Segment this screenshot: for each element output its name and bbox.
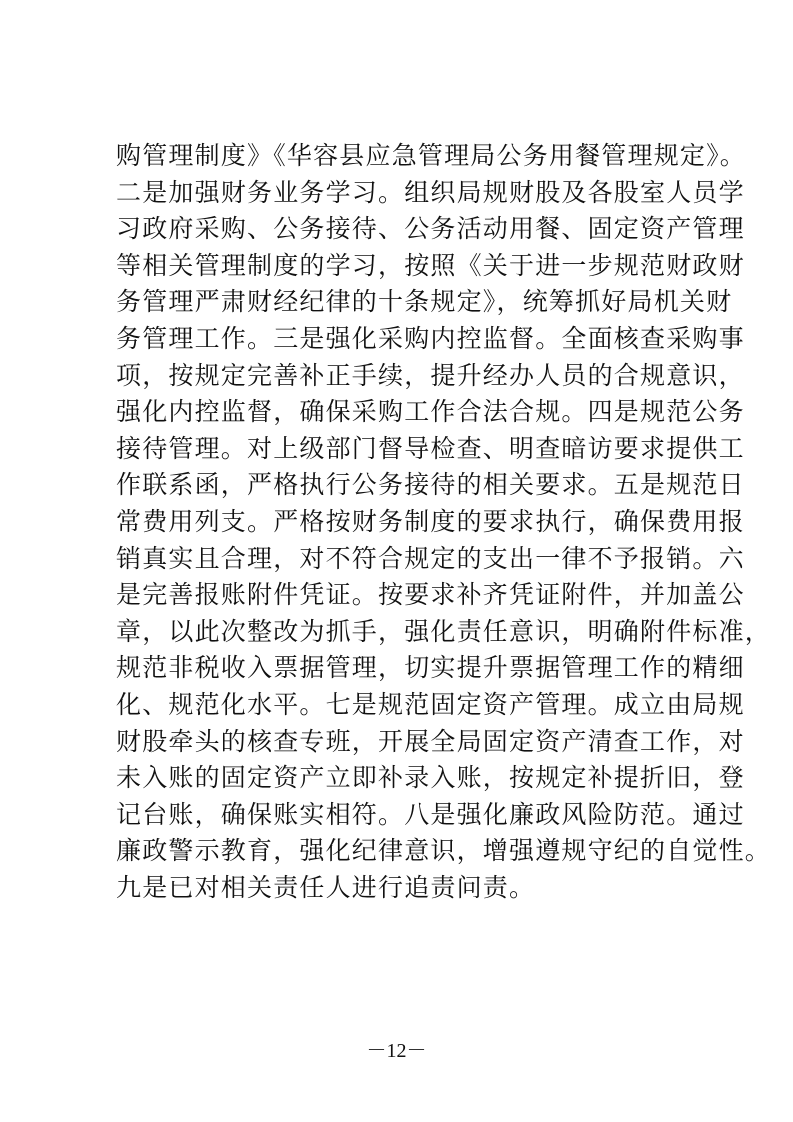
text-line: 二是加强财务业务学习。组织局规财股及各股室人员学 <box>116 177 745 207</box>
text-line: 作联系函，严格执行公务接待的相关要求。五是规范日 <box>116 470 745 500</box>
text-line: 购管理制度》《华容县应急管理局公务用餐管理规定》。 <box>116 141 747 170</box>
text-line: 销真实且合理，对不符合规定的支出一律不予报销。六 <box>116 543 745 573</box>
text-line: 等相关管理制度的学习，按照《关于进一步规范财政财 <box>116 250 745 280</box>
text-line: 规范非税收入票据管理，切实提升票据管理工作的精细 <box>116 653 745 683</box>
text-line: 化、规范化水平。七是规范固定资产管理。成立由局规 <box>116 689 745 719</box>
text-line: 项，按规定完善补正手续，提升经办人员的合规意识， <box>116 360 745 390</box>
text-line: 廉政警示教育，强化纪律意识，增强遵规守纪的自觉性。 <box>116 836 772 866</box>
text-line: 未入账的固定资产立即补录入账，按规定补提折旧，登 <box>116 763 745 793</box>
text-line: 财股牵头的核查专班，开展全局固定资产清查工作，对 <box>116 726 745 756</box>
page-number: －12－ <box>366 1040 427 1062</box>
text-line: 强化内控监督，确保采购工作合法合规。四是规范公务 <box>116 397 745 427</box>
text-line: 章，以此次整改为抓手，强化责任意识，明确附件标准， <box>116 616 772 646</box>
text-line: 记台账，确保账实相符。八是强化廉政风险防范。通过 <box>116 799 745 829</box>
text-line: 接待管理。对上级部门督导检查、明查暗访要求提供工 <box>116 433 745 463</box>
text-line: 常费用列支。严格按财务制度的要求执行，确保费用报 <box>116 506 745 536</box>
text-line: 务管理严肃财经纪律的十条规定》，统筹抓好局机关财 <box>116 287 733 317</box>
text-line: 务管理工作。三是强化采购内控监督。全面核查采购事 <box>116 323 745 353</box>
body-text <box>116 138 772 906</box>
text-line: 是完善报账附件凭证。按要求补齐凭证附件，并加盖公 <box>116 580 745 610</box>
text-line: 九是已对相关责任人进行追责问责。 <box>116 872 536 902</box>
text-line: 习政府采购、公务接待、公务活动用餐、固定资产管理 <box>116 214 745 244</box>
